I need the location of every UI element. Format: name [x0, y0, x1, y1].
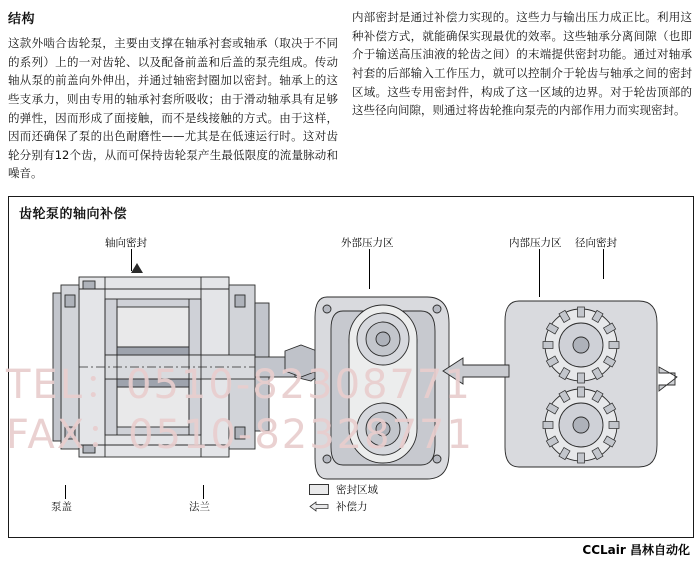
callout-external-pressure-zone: 外部压力区	[341, 237, 394, 249]
legend-row-compensation-force	[309, 498, 378, 515]
legend-label-sealed-area: 密封区域	[336, 484, 378, 496]
top-text-area	[0, 0, 700, 190]
legend-label-compensation-force: 补偿力	[336, 501, 368, 513]
callout-pump-cover: 泵盖	[51, 501, 72, 513]
figure-title: 齿轮泵的轴向补偿	[19, 207, 128, 222]
pump-front-view-drawing	[309, 283, 479, 493]
gear-pressure-drawing	[489, 289, 679, 479]
callout-flange: 法兰	[189, 501, 210, 513]
structure-column	[8, 8, 338, 183]
compensation-force-arrow-left	[441, 355, 511, 387]
pump-section-drawing	[39, 259, 339, 489]
leader-flange	[203, 485, 204, 499]
watermark-tel: TEL：0510-82308771	[6, 362, 472, 408]
sealing-paragraph: 内部密封是通过补偿力实现的。这些力与输出压力成正比。利用这种补偿方式，就能确保实现最优的效率。这些轴承分离间隙（也即介于输送高压油液的轮齿之间）的末端提供密封功能。通过对轴承衬套的后部输入工作压力，就可以控制介于轮齿与轴承之间的密封区域。这些专用密封件，构成了这一区域的边界。对于轮齿顶部的这些径向间隙，则通过将齿轮推向泵壳的内部作用力而实现密封。	[352, 10, 692, 118]
compensation-force-arrow-icon	[309, 501, 329, 512]
structure-heading: 结构	[8, 12, 36, 27]
sealing-column	[352, 8, 692, 120]
figure-legend	[309, 481, 378, 515]
callout-internal-pressure-zone: 内部压力区	[509, 237, 562, 249]
structure-paragraph: 这款外啮合齿轮泵，主要由支撑在轴承衬套或轴承（取决于不同的系列）上的一对齿轮、以及配备前盖和后盖的泵壳组成。传动轴从泵的前盖向外伸出，并通过轴密封圈加以密封。轴承上的这些支承力，则由专用的轴承衬套所吸收；由于滑动轴承具有足够的弹性，因而形成了面接触，而不是线接触的方式。由于这样，因而还确保了泵的出色耐磨性——尤其是在低速运行时。这对齿轮分别有12个齿，从而可保持齿轮泵产生最低限度的流量脉动和噪音。	[8, 36, 338, 181]
leader-pump-cover	[65, 485, 66, 499]
sealed-area-swatch-icon	[309, 484, 329, 495]
callout-radial-seal: 径向密封	[575, 237, 617, 249]
figure-panel	[8, 196, 694, 538]
callout-axial-seal: 轴向密封	[105, 237, 147, 249]
watermark-fax: FAX：0510-82328771	[6, 412, 474, 458]
leader-radial-seal	[603, 249, 604, 279]
legend-row-sealed-area	[309, 481, 378, 498]
company-footer: CCLair 昌林自动化	[582, 543, 690, 557]
